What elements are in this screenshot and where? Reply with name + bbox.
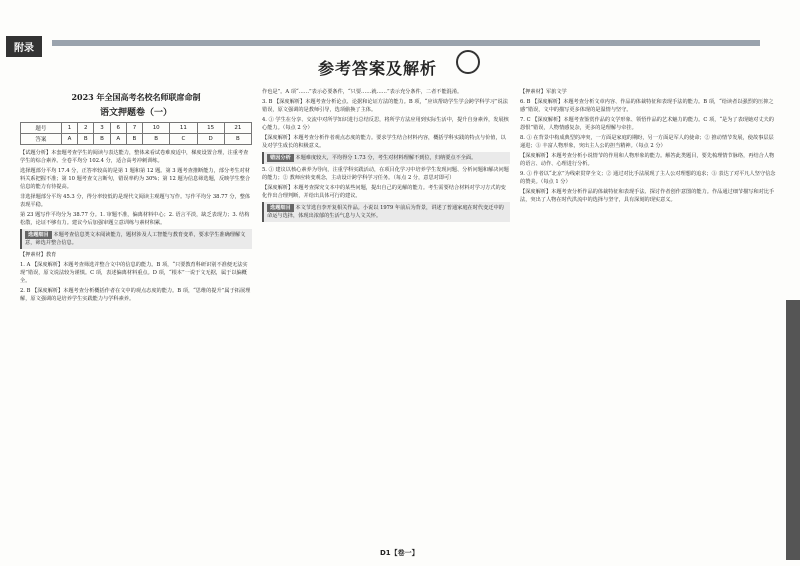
appendix-tab: 附录 xyxy=(6,36,42,57)
answer-paragraph: 2. B 【深度解析】本题考查分析概括作者在文中的观点态度的能力。B 项，“思维的提升”属于拓展理解，原文强调的是培养学生实践能力与学科素养。 xyxy=(20,288,251,302)
callout-label: 选题细目 xyxy=(25,231,52,239)
table-cell: 答案 xyxy=(21,134,62,145)
table-cell: B xyxy=(94,134,110,145)
analysis-paragraph: 非选择题部分平均 45.3 分，得分率较低的是现代文阅读主观题与写作。写作平均分 38.77 分，整体表现平稳。 xyxy=(20,194,251,208)
column-middle xyxy=(262,88,510,543)
callout-box xyxy=(262,152,510,164)
analysis-paragraph: 第 23 题写作平均分为 38.77 分。1. 审题不准，偏离材料中心；2. 语言平淡，缺乏表现力；3. 结构松散，论证不够有力。建议今后加强审题立意训练与素材积累。 xyxy=(20,212,250,226)
answer-paragraph: 9. ① 作者以“北京”为线索贯穿全文；② 通过对比手法展现了主人公对理想的追求；③ 表达了对平凡人坚守信念的赞美。（每点 1 分） xyxy=(520,171,776,185)
column-left xyxy=(20,88,252,543)
table-cell: 10 xyxy=(143,123,170,134)
table-cell: A xyxy=(61,134,77,145)
answer-paragraph: 【深度解析】本题考查探究文本中的某些问题，提出自己的见解的能力。考生需要结合材料对学习方式的变化作出合理判断，并给出具体可行的建议。 xyxy=(262,185,506,199)
table-cell: 7 xyxy=(126,123,142,134)
callout-box xyxy=(262,202,510,222)
answer-paragraph: 6. B 【深度解析】本题考查分析文章内容、作品的体裁特征和表现手法的能力。B 项，“给读者以强烈的压抑之感”错误，文中的描写更多体现的是温情与坚守。 xyxy=(520,99,774,113)
table-cell: 21 xyxy=(224,123,251,134)
table-cell: B xyxy=(126,134,142,145)
table-row xyxy=(21,123,252,134)
page-title: 参考答案及解析 xyxy=(318,59,438,78)
page-number: D1【卷一】 xyxy=(380,549,419,557)
table-cell: B xyxy=(78,134,94,145)
pen-nib-icon xyxy=(456,50,480,74)
answer-paragraph: 8. ① 在背景中构成典型的冲突，一方面是家庭的期盼，另一方面是军人的使命；② 推动情节发展，使故事层层递进；③ 丰富人物形象，突出主人公的担当精神。（每点 2 分） xyxy=(520,135,774,149)
callout-label: 选题细目 xyxy=(267,204,294,212)
table-cell: D xyxy=(197,134,224,145)
section-heading: 【押素材】军旅文学 xyxy=(520,89,567,95)
table-cell: 6 xyxy=(110,123,126,134)
header-rule xyxy=(52,40,760,46)
table-cell: A xyxy=(110,134,126,145)
table-cell: B xyxy=(143,134,170,145)
table-cell: 15 xyxy=(197,123,224,134)
answer-paragraph: 1. A 【深度解析】本题考查筛选并整合文中的信息的能力。B 项，“只要教育科研识别不准便无法实现”错误，原文说法较为谨慎。C 项，表述偏离材料重点。D 项，“根本”一说于文无据，属于以偏概全。 xyxy=(20,262,248,284)
answer-paragraph: 作也是”。A 项“……”表示必要条件，“只要……就……”表示充分条件，二者不能混淆。 xyxy=(262,89,463,95)
callout-box xyxy=(20,229,252,249)
callout-label: 错因分析 xyxy=(267,154,294,162)
table-row xyxy=(21,134,252,145)
table-cell: 11 xyxy=(170,123,197,134)
side-index-strip xyxy=(786,300,800,560)
answer-paragraph: 4. ① 学生在分享、交流中对所学知识进行总结反思，将所学方法应用到实际生活中，提升自身素养，发展核心能力。（每点 2 分） xyxy=(262,117,509,131)
column-right xyxy=(520,88,776,543)
answer-table xyxy=(20,122,252,145)
callout-text: 本题考查信息类文本阅读能力，题材涉及人工智能与教育变革，要求学生准确理解文意，筛选并整合信息。 xyxy=(25,232,246,246)
callout-text: 本文节选自李开复相关作品。小说以 1979 年前后为背景，讲述了普通家庭在时代变迁中的命运与选择，体现出浓郁的生活气息与人文关怀。 xyxy=(267,205,504,219)
callout-text: 本题难度较大，平均得分 1.73 分，考生对材料理解不到位，归纳要点不全面。 xyxy=(295,155,477,161)
answer-paragraph: 【深度解析】本题考查分析小说情节的作用和人物形象的能力。解答此类题目，要先梳理情节脉络，再结合人物的语言、动作、心理进行分析。 xyxy=(520,153,775,167)
table-cell: 题号 xyxy=(21,123,62,134)
answer-paragraph: 5. ① 建议以核心素养为导向，注重学科实践活动，在项目化学习中培养学生发现问题、分析问题和解决问题的能力；② 教师应转变观念，主动设计跨学科学习任务。（每点 2 分，意思对即可） xyxy=(262,167,509,181)
answer-paragraph: 7. C 【深度解析】本题考查鉴赏作品的文学形象、领悟作品的艺术魅力的能力。C 项，“是为了表现她对丈夫的怨恨”错误，人物情感复杂，更多的是理解与牵挂。 xyxy=(520,117,774,131)
table-cell: B xyxy=(224,134,251,145)
table-cell: 2 xyxy=(78,123,94,134)
exam-subtitle: 语文押题卷（一） xyxy=(99,108,172,118)
table-cell: C xyxy=(170,134,197,145)
answer-paragraph: 【深度解析】本题考查分析作者观点态度的能力。要求学生结合材料内容，概括学科实践的特点与价值，以及对学生成长的积极意义。 xyxy=(262,135,506,149)
analysis-paragraph: 【试题分析】本套题考查学生的阅读与表达能力，整体来看试卷难度适中，梯度设置合理，注重考查学生的综合素养。全卷平均分 102.4 分，适合高考冲刺训练。 xyxy=(20,150,249,164)
section-heading: 【押素材】教育 xyxy=(20,252,57,258)
answer-paragraph: 【深度解析】本题考查分析作品的体裁特征和表现手法、探讨作者创作意图的能力。作品通过细节描写和对比手法，突出了人物在时代洪流中的选择与坚守，具有深刻的现实意义。 xyxy=(520,189,775,203)
analysis-paragraph: 选择题部分平均 17.4 分，正答率较高的是第 1 题和第 12 题。第 3 题考查推断能力，部分考生对材料关系把握不准；第 10 题考查文言断句，错误率约为 30%；第 12 题为信息筛选题，反映学生整合信息的能力有待提高。 xyxy=(20,168,251,190)
table-cell: 3 xyxy=(94,123,110,134)
exam-title: 2023 年全国高考名校名师联席命制 xyxy=(71,92,201,102)
table-cell: 1 xyxy=(61,123,77,134)
answer-paragraph: 3. B 【深度解析】本题考查分析论点、论据和论证方法的能力。B 项，“应该帮助学生学会跨学科学习”说法错误，原文强调的是教师引导，选项偷换了主体。 xyxy=(262,99,508,113)
